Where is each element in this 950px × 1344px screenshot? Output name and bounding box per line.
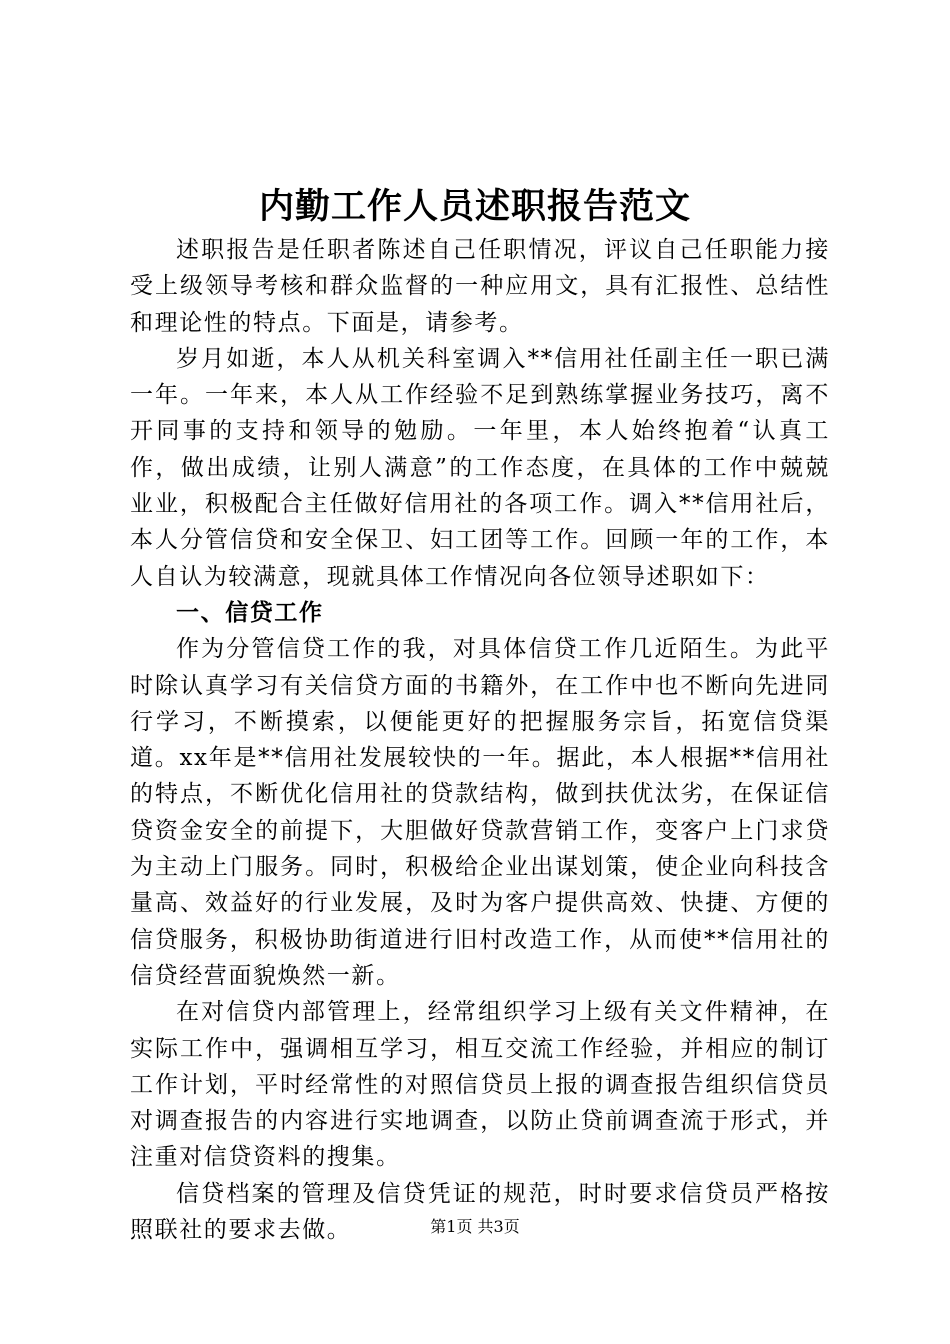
section-paragraph: 作为分管信贷工作的我，对具体信贷工作几近陌生。为此平时除认真学习有关信贷方面的书籍外，在工作中也不断向先进同行学习，不断摸索，以便能更好的把握服务宗旨，拓宽信贷渠道。xx年是**信用社发展较快的一年。据此，本人根据**信用社的特点，不断优化信用社的贷款结构，做到扶优汰劣，在保证信贷资金安全的前提下，大胆做好贷款营销工作，变客户上门求贷为主动上门服务。同时，积极给企业出谋划策，使企业向科技含量高、效益好的行业发展，及时为客户提供高效、快捷、方便的信贷服务，积极协助街道进行旧村改造工作，从而使**信用社的信贷经营面貌焕然一新。 [130, 636, 830, 989]
page-footer [0, 1215, 950, 1239]
section-heading-credit-work: 一、信贷工作 [176, 599, 324, 626]
opening-paragraph: 岁月如逝，本人从机关科室调入**信用社任副主任一职已满一年。一年来，本人从工作经验不足到熟练掌握业务技巧，离不开同事的支持和领导的勉励。一年里，本人始终抱着“认真工作，做出成绩，让别人满意”的工作态度，在具体的工作中兢兢业业，积极配合主任做好信用社的各项工作。调入**信用社后，本人分管信贷和安全保卫、妇工团等工作。回顾一年的工作，本人自认为较满意，现就具体工作情况向各位领导述职如下： [130, 345, 830, 590]
intro-paragraph: 述职报告是任职者陈述自己任职情况，评议自己任职能力接受上级领导考核和群众监督的一种应用文，具有汇报性、总结性和理论性的特点。下面是，请参考。 [130, 237, 830, 336]
section-paragraph: 在对信贷内部管理上，经常组织学习上级有关文件精神，在实际工作中，强调相互学习，相互交流工作经验，并相应的制订工作计划，平时经常性的对照信贷员上报的调查报告组织信贷员对调查报告的内容进行实地调查，以防止贷前调查流于形式，并注重对信贷资料的搜集。 [130, 999, 830, 1171]
section-paragraph: 信贷档案的管理及信贷凭证的规范，时时要求信贷员严格按照联社的要求去做。 [130, 1180, 830, 1244]
page-number-indicator: 第1页 共3页 [430, 1217, 520, 1236]
document-body [130, 232, 830, 1248]
document-title: 内勤工作人员述职报告范文 [258, 186, 691, 227]
